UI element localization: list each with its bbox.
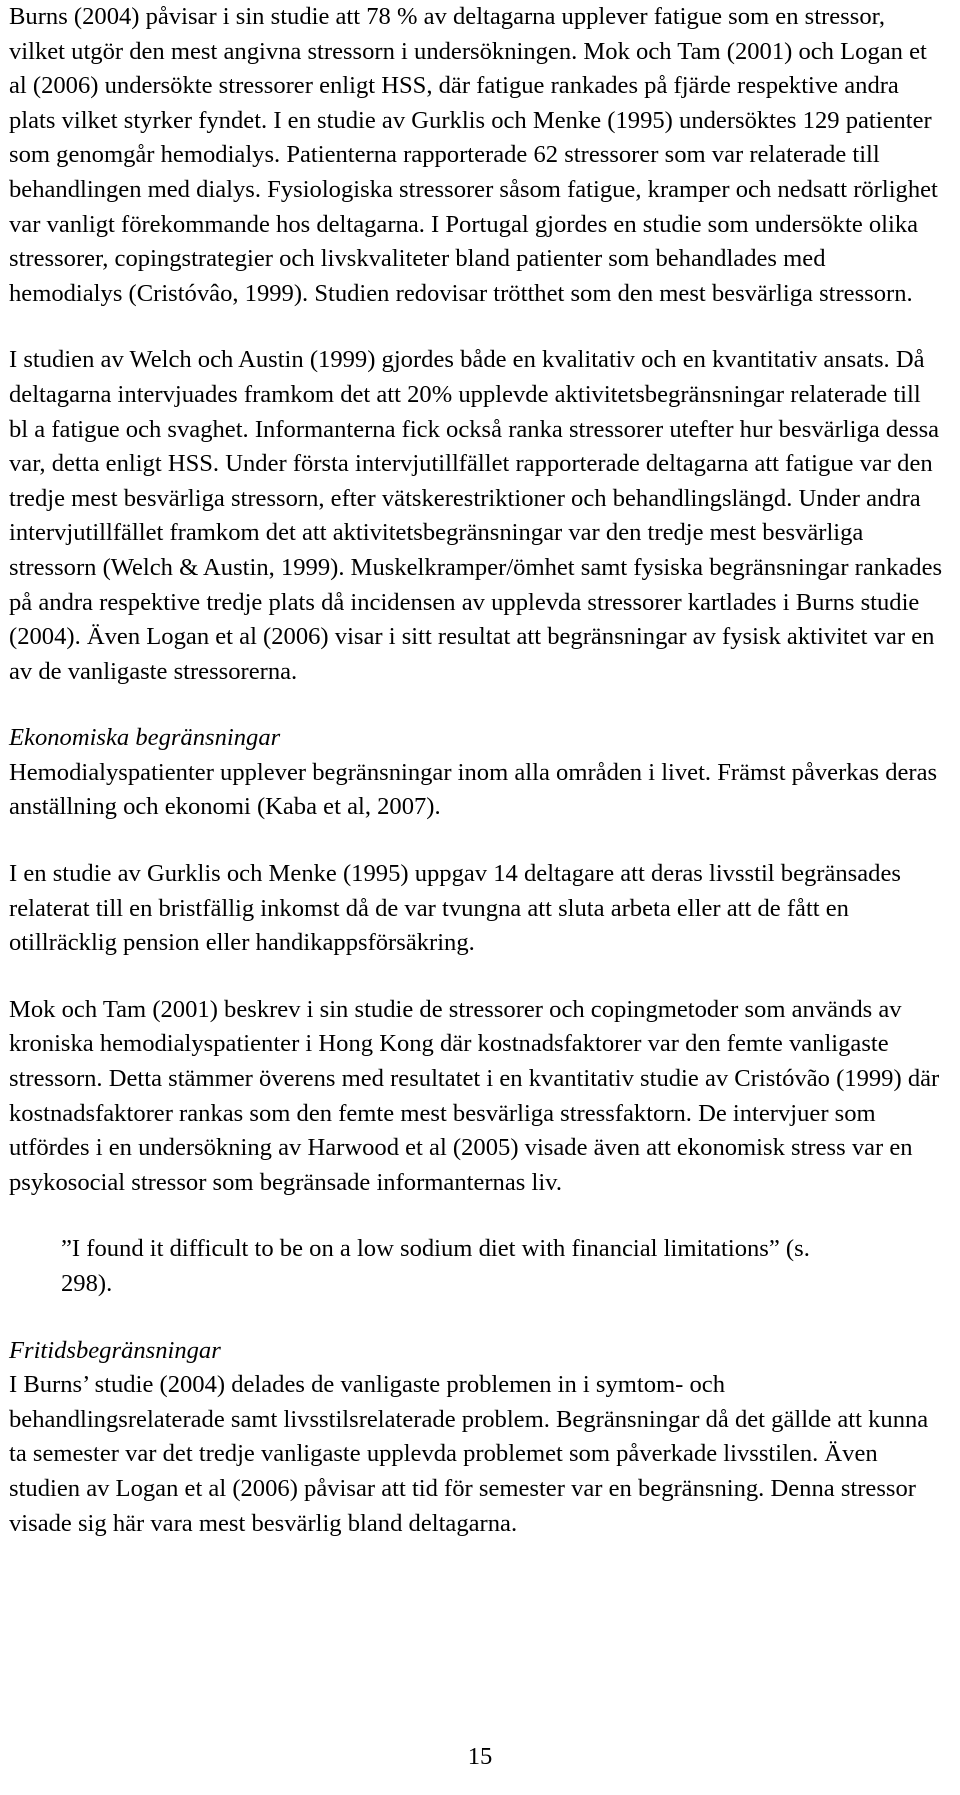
document-page <box>9 0 944 1541</box>
section-heading-economic: Ekonomiska begränsningar <box>9 724 281 752</box>
block-quote: ”I found it difficult to be on a low sodium diet with financial limitations” (s. 298). <box>61 1235 810 1297</box>
paragraph-gap <box>9 1200 944 1232</box>
page-number: 15 <box>467 1743 493 1770</box>
paragraph-gap <box>9 1302 944 1334</box>
section-heading-leisure: Fritidsbegränsningar <box>9 1336 221 1364</box>
paragraph-mok-tam: Mok och Tam (2001) beskrev i sin studie de stressorer och copingmetoder som används av kroniska hemodialyspatienter i Hong Kong där kostnadsfaktorer var den femte vanligaste stressorn. Detta stämmer överens med resultatet i en kvantitativ studie av Cristóvão (1999) där kostnadsfaktorer rankas som den femte mest besvärliga stressfaktorn. De intervjuer som utfördes i en undersökning av Harwood et al (2005) visade även att ekonomisk stress var en psykosocial stressor som begränsade informanternas liv. <box>9 995 940 1196</box>
paragraph-fatigue-stressor: Burns (2004) påvisar i sin studie att 78 % av deltagarna upplever fatigue som en stressor, vilket utgör den mest angivna stressorn i undersökningen. Mok och Tam (2001) och Logan et al (2006) undersökte stressorer enligt HSS, där fatigue rankades på fjärde respektive andra plats vilket styrker fyndet. I en studie av Gurklis och Menke (1995) undersöktes 129 patienter som genomgår hemodialys. Patienterna rapporterade 62 stressorer som var relaterade till behandlingen med dialys. Fysiologiska stressorer såsom fatigue, kramper och nedsatt rörlighet var vanligt förekommande hos deltagarna. I Portugal gjordes en studie som undersökte olika stressorer, copingstrategier och livskvaliteter bland patienter som behandlades med hemodialys (Cristóvâo, 1999). Studien redovisar trötthet som den mest besvärliga stressorn. <box>9 3 938 307</box>
paragraph-welch-austin: I studien av Welch och Austin (1999) gjordes både en kvalitativ och en kvantitativ ansats. Då deltagarna intervjuades framkom det att 20% upplevde aktivitetsbegränsningar relaterade till bl a fatigue och svaghet. Informanterna fick också ranka stressorer utefter hur besvärliga dessa var, detta enligt HSS. Under första intervjutillfället rapporterade deltagarna att fatigue var den tredje mest besvärliga stressorn, efter vätskerestriktioner och behandlingslängd. Under andra intervjutillfället framkom det att aktivitetsbegränsningar var den tredje mest besvärliga stressorn (Welch & Austin, 1999). Muskelkramper/ömhet samt fysiska begränsningar rankades på andra respektive tredje plats då incidensen av upplevda stressorer kartlades i Burns studie (2004). Även Logan et al (2006) visar i sitt resultat att begränsningar av fysisk aktivitet var en av de vanligaste stressorerna. <box>9 346 943 685</box>
paragraph-gap <box>9 961 944 993</box>
paragraph-gap <box>9 689 944 721</box>
paragraph-gurklis-menke: I en studie av Gurklis och Menke (1995) uppgav 14 deltagare att deras livsstil begränsades relaterat till en bristfällig inkomst då de var tvungna att sluta arbeta eller att de fått en otillräcklig pension eller handikappsförsäkring. <box>9 860 901 957</box>
paragraph-leisure: I Burns’ studie (2004) delades de vanligaste problemen in i symtom- och behandlingsrelaterade samt livsstilsrelaterade problem. Begränsningar då det gällde att kunna ta semester var det tredje vanligaste upplevda problemet som påverkade livsstilen. Även studien av Logan et al (2006) påvisar att tid för semester var en begränsning. Denna stressor visade sig här vara mest besvärlig bland deltagarna. <box>9 1371 929 1537</box>
paragraph-gap <box>9 825 944 857</box>
paragraph-gap <box>9 311 944 343</box>
paragraph-economic-intro: Hemodialyspatienter upplever begränsningar inom alla områden i livet. Främst påverkas deras anställning och ekonomi (Kaba et al, 2007). <box>9 758 938 821</box>
